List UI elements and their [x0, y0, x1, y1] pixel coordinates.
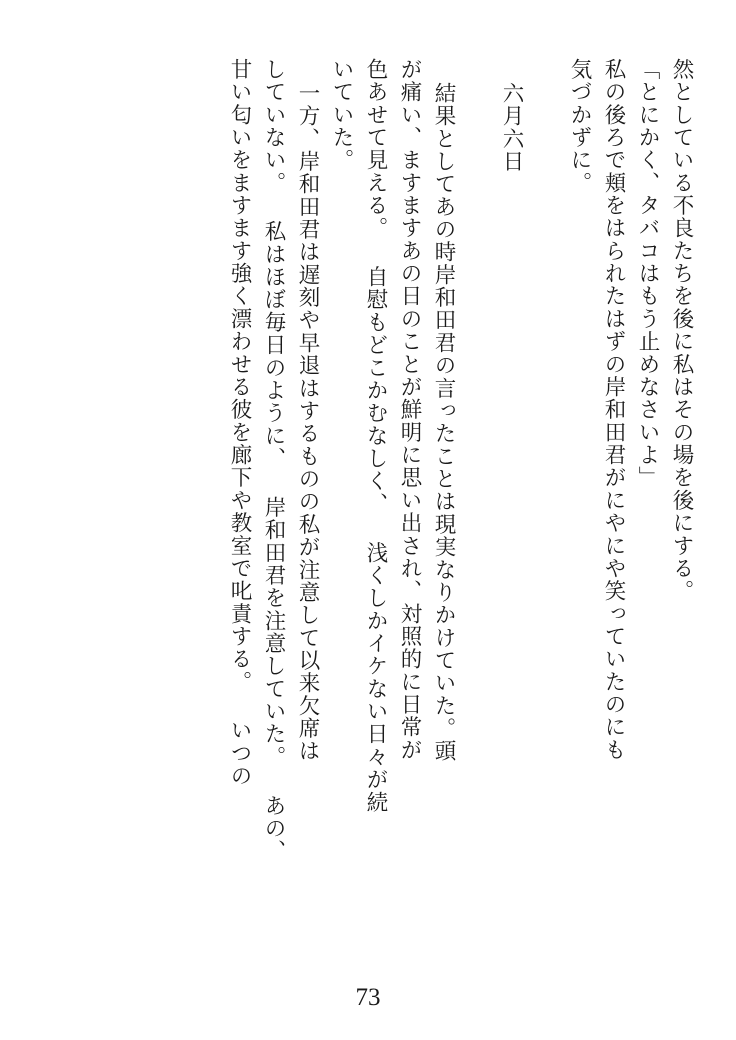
text-column: 一方、岸和田君は遅刻や早退はするものの私が注意して以来欠席は [295, 82, 320, 763]
text-column: 私の後ろで頬をはられたはずの岸和田君がにやにや笑っていたのにも [601, 58, 626, 762]
text-column: いていた。 [329, 58, 354, 172]
text-column: 「とにかく、タバコはもう止めなさいよ」 [635, 58, 660, 489]
page-number: 73 [355, 984, 381, 1011]
text-column: 気づかずに。 [567, 58, 592, 195]
text-column: していない。 私はほぼ毎日のように、 岸和田君を注意していた。 あの、 [261, 58, 286, 863]
text-column-date: 六月六日 [499, 82, 524, 173]
text-column-blank [535, 58, 557, 958]
text-column: 然としている不良たちを後に私はその場を後にする。 [669, 58, 694, 603]
text-column-blank [467, 58, 489, 958]
text-column: 甘い匂いをますます強く漂わせる彼を廊下や教室で叱責する。 いつの [227, 58, 252, 788]
vertical-text-body [44, 58, 692, 958]
text-column: 色あせて見える。 自慰もどこかむなしく、 浅くしかイケない日々が続 [363, 58, 388, 814]
text-column: が痛い、ますますあの日のことが鮮明に思い出され、対照的に日常が [397, 58, 422, 762]
text-column: 結果としてあの時岸和田君の言ったことは現実なりかけていた。頭 [431, 82, 456, 763]
